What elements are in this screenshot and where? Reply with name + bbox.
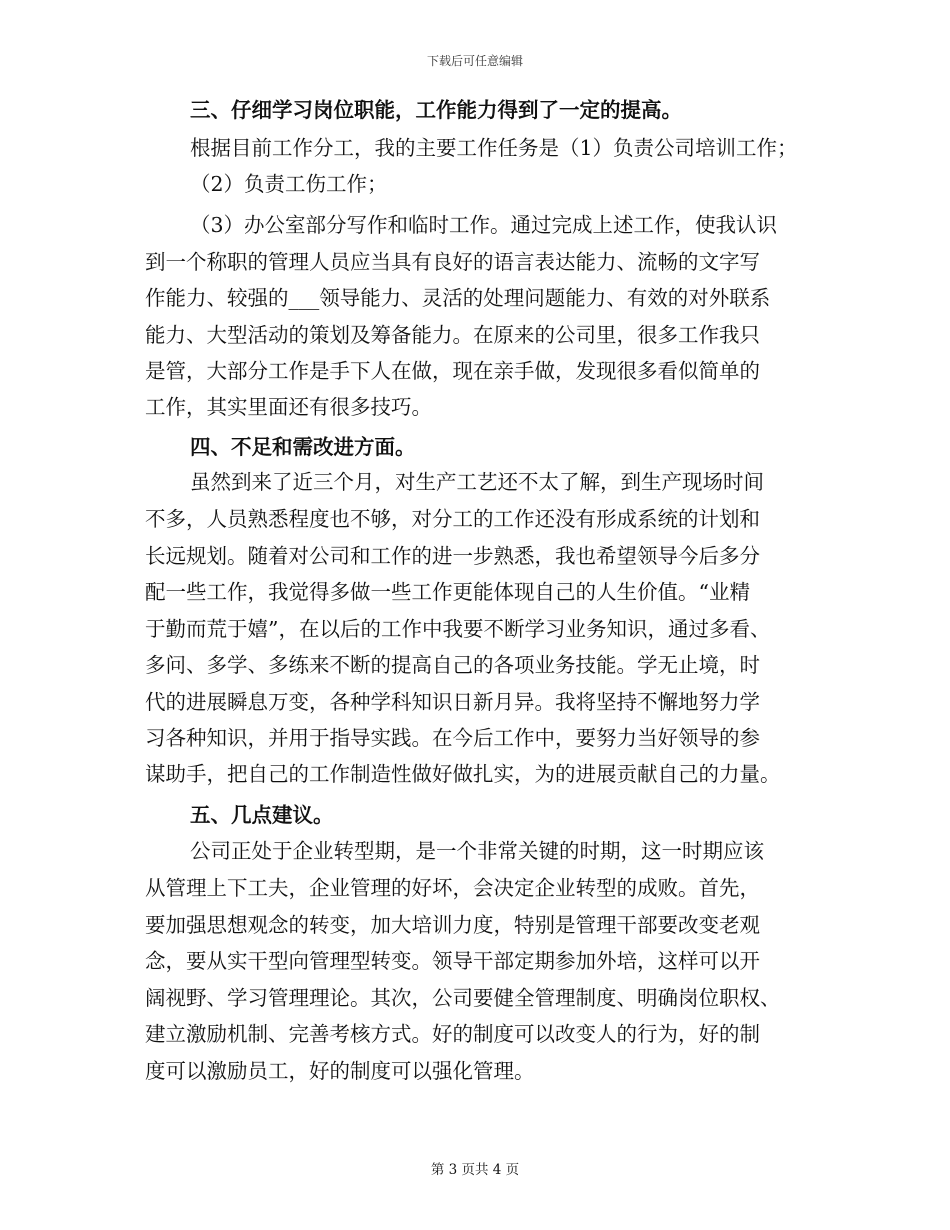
paragraph-line: 要加强思想观念的转变，加大培训力度，特别是管理干部要改变老观	[145, 913, 760, 937]
paragraph-line: （2）负责工伤工作；	[190, 172, 388, 196]
section-heading: 四、不足和需改进方面。	[190, 435, 416, 459]
section-heading: 五、几点建议。	[190, 803, 334, 827]
paragraph-line: 长远规划。随着对公司和工作的进一步熟悉，我也希望领导今后多分	[145, 544, 760, 568]
page-header: 下载后可任意编辑	[426, 54, 523, 68]
paragraph-line: 根据目前工作分工，我的主要工作任务是（1）负责公司培训工作；	[190, 136, 798, 160]
paragraph-line: 度可以激励员工，好的制度可以强化管理。	[145, 1059, 535, 1083]
paragraph-line: 不多，人员熟悉程度也不够，对分工的工作还没有形成系统的计划和	[145, 507, 760, 531]
paragraph-line: 虽然到来了近三个月，对生产工艺还不太了解，到生产现场时间	[190, 470, 764, 494]
paragraph-line: 配一些工作，我觉得多做一些工作更能体现自己的人生价值。“业精	[145, 580, 750, 604]
paragraph-line: 作能力、较强的___领导能力、灵活的处理问题能力、有效的对外联系	[145, 286, 771, 310]
page-footer: 第 3 页共 4 页	[430, 1162, 520, 1178]
paragraph-line: 谋助手，把自己的工作制造性做好做扎实，为的进展贡献自己的力量。	[145, 762, 781, 786]
paragraph-line: 到一个称职的管理人员应当具有良好的语言表达能力、流畅的文字写	[145, 250, 760, 274]
paragraph-line: 阔视野、学习管理理论。其次，公司要健全管理制度、明确岗位职权、	[145, 986, 781, 1010]
paragraph-line: 从管理上下工夫，企业管理的好坏，会决定企业转型的成败。首先，	[145, 876, 760, 900]
paragraph-line: 是管，大部分工作是手下人在做，现在亲手做，发现很多看似简单的	[145, 359, 760, 383]
paragraph-line: （3）办公室部分写作和临时工作。通过完成上述工作，使我认识	[190, 213, 778, 237]
paragraph-line: 公司正处于企业转型期，是一个非常关键的时期，这一时期应该	[190, 839, 764, 863]
paragraph-line: 代的进展瞬息万变，各种学科知识日新月异。我将坚持不懈地努力学	[145, 690, 760, 714]
paragraph-line: 多问、多学、多练来不断的提高自己的各项业务技能。学无止境，时	[145, 653, 760, 677]
paragraph-line: 能力、大型活动的策划及筹备能力。在原来的公司里，很多工作我只	[145, 323, 760, 347]
paragraph-line: 建立激励机制、完善考核方式。好的制度可以改变人的行为，好的制	[145, 1022, 760, 1046]
paragraph-line: 念，要从实干型向管理型转变。领导干部定期参加外培，这样可以开	[145, 949, 760, 973]
paragraph-line: 习各种知识，并用于指导实践。在今后工作中，要努力当好领导的参	[145, 726, 760, 750]
section-heading: 三、仔细学习岗位职能，工作能力得到了一定的提高。	[190, 98, 682, 122]
paragraph-line: 工作，其实里面还有很多技巧。	[145, 395, 432, 419]
paragraph-line: 于勤而荒于嬉”，在以后的工作中我要不断学习业务知识，通过多看、	[145, 617, 771, 641]
